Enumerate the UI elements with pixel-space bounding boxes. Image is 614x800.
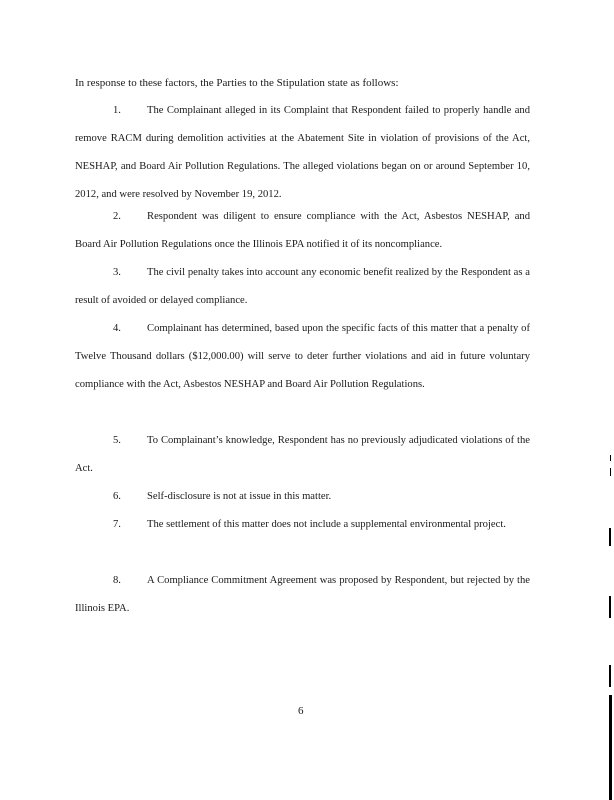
paragraph-3 xyxy=(75,259,530,315)
paragraph-6 xyxy=(75,483,530,511)
paragraph-text: Respondent was diligent to ensure compliance with the Act, Asbestos NESHAP, and Board Air Pollution Regulations once the Illinois EPA notified it of its noncompliance. xyxy=(75,211,530,250)
scan-mark xyxy=(610,455,611,461)
scan-mark xyxy=(609,665,611,687)
paragraph-text: Self-disclosure is not at issue in this matter. xyxy=(147,491,332,502)
paragraph-number: 7. xyxy=(113,519,121,530)
paragraph-number: 5. xyxy=(113,435,121,446)
paragraph-number: 1. xyxy=(113,105,121,116)
scan-mark xyxy=(609,695,612,800)
paragraph-4 xyxy=(75,315,530,399)
paragraph-text: Complainant has determined, based upon the specific facts of this matter that a penalty of Twelve Thousand dollars ($12,000.00) will serve to deter further violations and aid in future voluntary compliance with the Act, Asbestos NESHAP and Board Air Pollution Regulations. xyxy=(75,323,530,390)
paragraph-number: 8. xyxy=(113,575,121,586)
paragraph-text: The Complainant alleged in its Complaint that Respondent failed to properly handle and remove RACM during demolition activities at the Abatement Site in violation of provisions of the Act, NESHAP, and Board Air Pollution Regulations. The alleged violations began on or around September 10, 2012, and were resolved by November 19, 2012. xyxy=(75,105,530,200)
paragraph-number: 6. xyxy=(113,491,121,502)
paragraph-number: 3. xyxy=(113,267,121,278)
paragraph-text: A Compliance Commitment Agreement was proposed by Respondent, but rejected by the Illinois EPA. xyxy=(75,575,530,614)
scan-mark xyxy=(610,468,611,476)
paragraph-text: The civil penalty takes into account any economic benefit realized by the Respondent as a result of avoided or delayed compliance. xyxy=(75,267,530,306)
paragraph-2 xyxy=(75,203,530,259)
paragraph-text: The settlement of this matter does not include a supplemental environmental project. xyxy=(147,519,506,530)
paragraph-8 xyxy=(75,567,530,623)
page-number: 6 xyxy=(298,705,304,717)
paragraph-number: 2. xyxy=(113,211,121,222)
intro-text: In response to these factors, the Parties to the Stipulation state as follows: xyxy=(75,77,399,89)
paragraph-number: 4. xyxy=(113,323,121,334)
paragraph-1 xyxy=(75,97,530,209)
paragraph-5 xyxy=(75,427,530,483)
paragraph-text: To Complainant’s knowledge, Respondent has no previously adjudicated violations of the Act. xyxy=(75,435,530,474)
scan-mark xyxy=(609,596,611,618)
paragraph-7 xyxy=(75,511,530,539)
scan-mark xyxy=(609,528,611,546)
